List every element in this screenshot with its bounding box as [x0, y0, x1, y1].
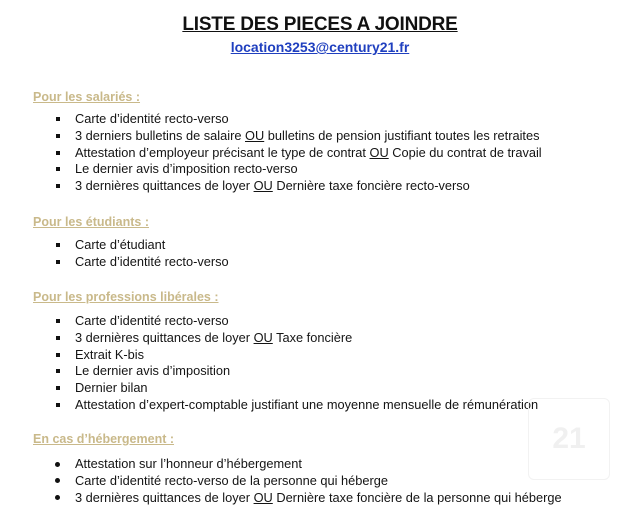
list-item: Le dernier avis d’imposition	[52, 363, 538, 380]
square-bullet-icon	[56, 117, 60, 121]
list-item: Carte d’identité recto-verso	[52, 254, 229, 271]
list-item: Carte d’identité recto-verso de la personne qui héberge	[52, 473, 562, 490]
list-item: Extrait K-bis	[52, 347, 538, 364]
square-bullet-icon	[56, 336, 60, 340]
square-bullet-icon	[56, 184, 60, 188]
list-salaries	[52, 111, 542, 195]
list-item: 3 dernières quittances de loyer OU Dernière taxe foncière recto-verso	[52, 178, 542, 195]
list-item: Attestation sur l’honneur d’hébergement	[52, 456, 562, 473]
list-professions-liberales	[52, 313, 538, 414]
page-title: LISTE DES PIECES A JOINDRE	[182, 14, 458, 35]
list-item: Carte d’étudiant	[52, 237, 229, 254]
ou-emphasis: OU	[369, 144, 389, 160]
list-item: 3 dernières quittances de loyer OU Dernière taxe foncière de la personne qui héberge	[52, 490, 562, 507]
square-bullet-icon	[56, 134, 60, 138]
list-item: 3 derniers bulletins de salaire OU bulletins de pension justifiant toutes les retraites	[52, 128, 542, 145]
square-bullet-icon	[56, 369, 60, 373]
section-heading-etudiants: Pour les étudiants :	[33, 215, 149, 229]
square-bullet-icon	[56, 260, 60, 264]
square-bullet-icon	[56, 403, 60, 407]
square-bullet-icon	[56, 319, 60, 323]
square-bullet-icon	[56, 151, 60, 155]
round-bullet-icon	[55, 462, 60, 467]
list-hebergement	[52, 456, 562, 506]
section-heading-professions-liberales: Pour les professions libérales :	[33, 290, 219, 304]
email-link[interactable]: location3253@century21.fr	[230, 39, 410, 55]
square-bullet-icon	[56, 167, 60, 171]
ou-emphasis: OU	[253, 178, 273, 194]
list-etudiants	[52, 237, 229, 271]
round-bullet-icon	[55, 495, 60, 500]
list-item: Dernier bilan	[52, 380, 538, 397]
century21-watermark-logo-icon: 21	[528, 398, 610, 480]
list-item: Carte d’identité recto-verso	[52, 313, 538, 330]
section-heading-salaries: Pour les salariés :	[33, 90, 141, 104]
ou-emphasis: OU	[253, 489, 273, 505]
ou-emphasis: OU	[253, 329, 273, 345]
ou-emphasis: OU	[245, 127, 265, 143]
round-bullet-icon	[55, 478, 60, 483]
section-heading-hebergement: En cas d’hébergement :	[33, 432, 175, 446]
square-bullet-icon	[56, 353, 60, 357]
list-item: 3 dernières quittances de loyer OU Taxe foncière	[52, 330, 538, 347]
square-bullet-icon	[56, 243, 60, 247]
list-item: Attestation d’expert-comptable justifiant une moyenne mensuelle de rémunération	[52, 397, 538, 414]
list-item: Carte d’identité recto-verso	[52, 111, 542, 128]
square-bullet-icon	[56, 386, 60, 390]
list-item: Attestation d’employeur précisant le type de contrat OU Copie du contrat de travail	[52, 145, 542, 162]
list-item: Le dernier avis d’imposition recto-verso	[52, 161, 542, 178]
